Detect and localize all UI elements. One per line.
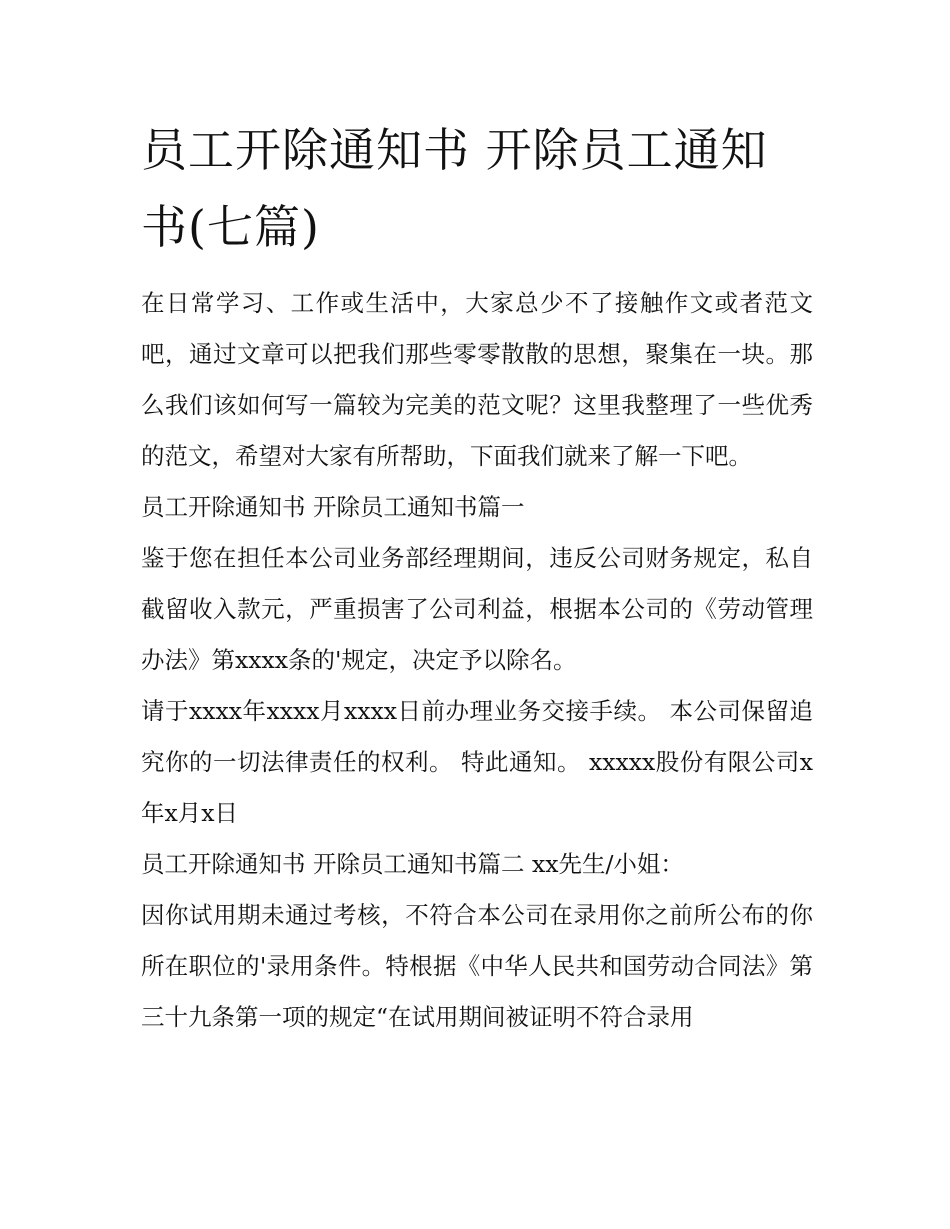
section-two-body: 因你试用期未通过考核，不符合本公司在录用你之前所公布的你所在职位的'录用条件。特根据《中华人民共和国劳动合同法》第三十九条第一项的规定“在试用期间被证明不符合录用: [141, 901, 813, 1031]
document-title: 员工开除通知书 开除员工通知书(七篇): [141, 123, 768, 254]
document-page: [141, 112, 813, 1043]
section-heading-one: 员工开除通知书 开除员工通知书篇一: [141, 493, 525, 521]
section-one-closing: 请于xxxx年xxxx月xxxx日前办理业务交接手续。 本公司保留追究你的一切法律责任的权利。 特此通知。 xxxxx股份有限公司x年x月x日: [141, 697, 813, 827]
intro-paragraph: 在日常学习、工作或生活中，大家总少不了接触作文或者范文吧，通过文章可以把我们那些零零散散的思想，聚集在一块。那么我们该如何写一篇较为完美的范文呢？这里我整理了一些优秀的范文，希望对大家有所帮助，下面我们就来了解一下吧。: [141, 289, 813, 470]
section-heading-two: 员工开除通知书 开除员工通知书篇二 xx先生/小姐：: [141, 850, 684, 878]
section-one-body: 鉴于您在担任本公司业务部经理期间，违反公司财务规定，私自截留收入款元，严重损害了公司利益，根据本公司的《劳动管理办法》第xxxx条的'规定，决定予以除名。: [141, 544, 813, 674]
